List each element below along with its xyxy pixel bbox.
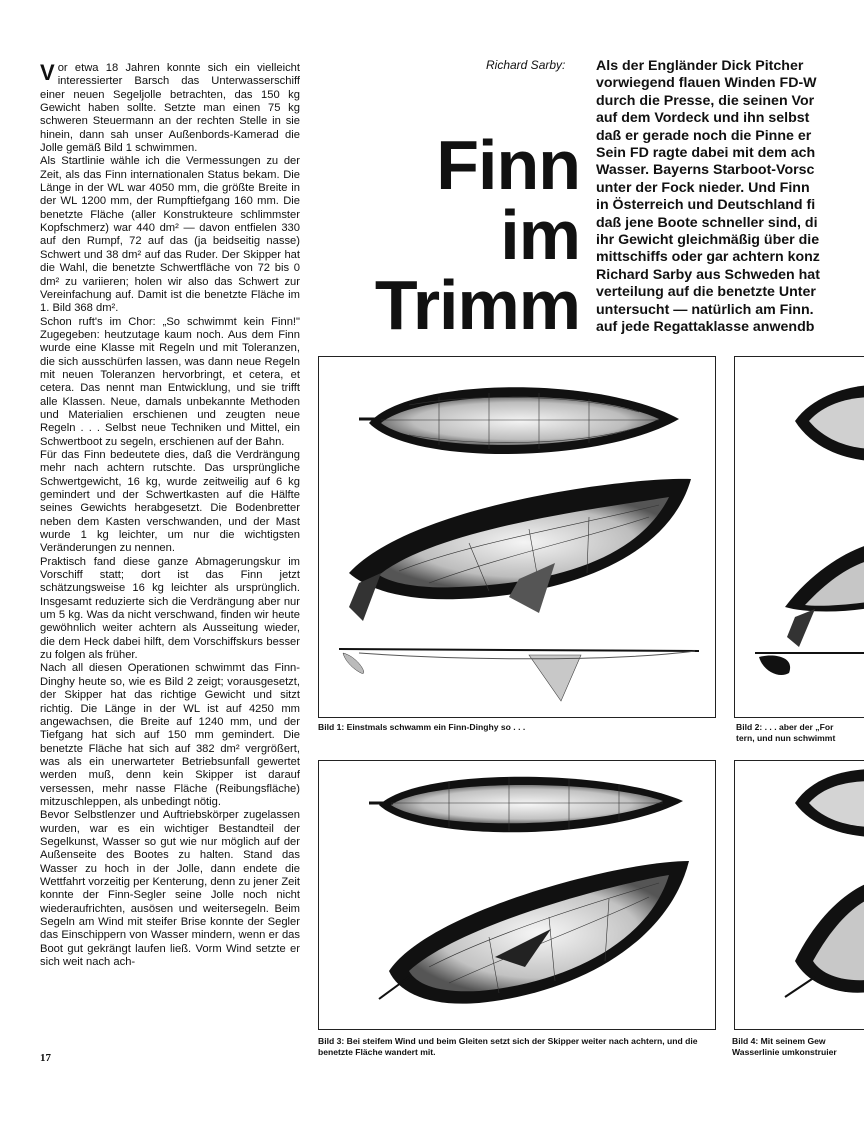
figure-4 — [734, 760, 864, 1030]
hull-illustration-3 — [319, 761, 715, 1029]
intro-line: verteilung auf die benetzte Unter — [596, 284, 816, 301]
intro-text — [596, 58, 864, 337]
title-line: Trimm — [374, 266, 580, 344]
intro-line: vorwiegend flauen Winden FD-W — [596, 75, 817, 92]
intro-line: Wasser. Bayerns Starboot-Vorsc — [596, 162, 815, 179]
intro-line: Richard Sarby aus Schweden hat — [596, 266, 820, 283]
article-body-column — [40, 62, 300, 969]
intro-line: untersucht — natürlich am Finn. — [596, 301, 814, 318]
caption-line: Wasserlinie umkonstruier — [732, 1046, 837, 1057]
caption-line: tern, und nun schwimmt — [736, 732, 836, 743]
first-paragraph — [40, 62, 300, 155]
intro-line: in Österreich und Deutschland fi — [596, 197, 816, 214]
hull-illustration-4 — [735, 761, 864, 1029]
hull-illustration-1 — [319, 357, 715, 717]
figure-1 — [318, 356, 716, 718]
author-byline: Richard Sarby: — [486, 58, 566, 72]
figure-2-caption — [736, 722, 864, 743]
intro-line: auf jede Regattaklasse anwendb — [596, 319, 815, 336]
figure-3-caption: Bild 3: Bei steifem Wind und beim Gleiten setzt sich der Skipper weiter nach achtern, und die benetzte Fläche wandert mit. — [318, 1036, 698, 1057]
title-line: im — [500, 196, 580, 274]
figure-4-caption — [732, 1036, 864, 1057]
figure-1-caption: Bild 1: Einstmals schwamm ein Finn-Dinghy so . . . — [318, 722, 526, 732]
title-line: Finn — [436, 126, 580, 204]
caption-line: Bild 4: Mit seinem Gew — [732, 1036, 826, 1046]
caption-line: Bild 2: . . . aber der „For — [736, 722, 834, 732]
hull-illustration-2 — [735, 357, 864, 717]
intro-line: mittschiffs oder gar achtern konz — [596, 249, 820, 266]
intro-line: daß er gerade noch die Pinne er — [596, 127, 812, 144]
body-paragraph: Nach all diesen Operationen schwimmt das Finn-Dinghy heute so, wie es Bild 2 zeigt; vorausgesetzt, der Skipper hat das richtige Gewicht und sitzt richtig. Die Länge in der WL ist auf 4250 mm angewachsen, die Breite auf 1240 mm, und der Tiefgang hat sich auf 150 mm gemindert. Die benetzte Fläche hat sich auf 382 dm² vergrößert, was als ein unerwarteter Betriebsunfall gewertet werden muß, denn kein Skipper ist darauf versessen, mehr nasse Fläche (Reibungsfläche) mitzuschleppen, als unbedingt nötig. — [40, 662, 300, 808]
intro-line: auf dem Vordeck und ihn selbst — [596, 110, 810, 127]
figure-2 — [734, 356, 864, 718]
body-paragraph: Praktisch fand diese ganze Abmagerungskur im Vorschiff statt; dort ist das Finn jetzt schätzungsweise 16 kg leichter als ursprünglich. Insgesamt reduzierte sich die Verdrängung aber nur um 5 kg. Was da nicht verschwand, finden wir heute gewöhnlich weiter achtern als Ausseitung wieder, die dem Heck dabei hilft, dem Vorschiffskurs besser zu folgen als früher. — [40, 555, 300, 662]
intro-line: Sein FD ragte dabei mit dem ach — [596, 145, 816, 162]
intro-line: daß jene Boote schneller sind, di — [596, 214, 818, 231]
intro-line: ihr Gewicht gleichmäßig über die — [596, 232, 820, 249]
article-title — [360, 126, 580, 344]
intro-line: durch die Presse, die seinen Vor — [596, 92, 815, 109]
page-number: 17 — [40, 1052, 51, 1064]
body-paragraph: Schon ruft's im Chor: „So schwimmt kein Finn!" Zugegeben: heutzutage kaum noch. Aus dem Finn wurde eine Klasse mit Regeln und mit Toleranzen, die sich ausschürfen lassen, was dann neue Regeln mit neuen Toleranzen hervorbringt, et cetera, et cetera. Das nennt man Entwicklung, und sie trifft alle Klassen. Neue, damals unbekannte Methoden und Materialien erschienen und zeugten neue Regeln . . . Selbst neue Techniken und Mittel, ein Schwertboot zu segeln, erschienen auf der Bahn. — [40, 315, 300, 448]
drop-cap: V — [40, 60, 55, 85]
first-paragraph-text: or etwa 18 Jahren konnte sich ein vielleicht interessierter Barsch das Unterwasserschiff einer neuen Segeljolle betrachten, das 150 kg Gewicht haben sollte. Setzte man einen 75 kg schweren Steuermann an der rechten Stelle in sie hinein, dann sah unser Außenbords-Kamerad die Jolle gemäß Bild 1 schwimmen. — [40, 62, 300, 155]
body-paragraph: Bevor Selbstlenzer und Auftriebskörper zugelassen wurden, war es ein wichtiger Bestandteil der Segelkunst, Wasser so gut wie nur möglich auf der Außenseite des Bootes zu halten. Stand das Wasser zu hoch in der Jolle, dann endete die Wettfahrt vorzeitig per Kenterung, denn zu jener Zeit konnte der Finn-Segler seine Jolle noch nicht wiederaufrichten, ausösen und weitersegeln. Beim Segeln am Wind mit steifer Brise konnte der Segler das Einschippern von Wasser mindern, wenn er das Boot gut gekrängt laufen ließ. Vorm Wind setzte er sich weit nach ach- — [40, 809, 300, 969]
body-paragraph: Für das Finn bedeutete dies, daß die Verdrängung mehr nach achtern rutschte. Das ursprüngliche Schwertgewicht, 16 kg, wurde zeitweilig auf 6 kg gemindert und der Schwertkasten auf die Hälfte seines Gewichts herabgesetzt. Die Bodenbretter neben dem Kasten verschwanden, und der Mast wurde 1 kg leichter, um nur die wichtigsten Veränderungen zu nennen. — [40, 448, 300, 555]
figure-3 — [318, 760, 716, 1030]
intro-line: Als der Engländer Dick Pitcher — [596, 58, 804, 74]
intro-line: unter der Fock nieder. Und Finn — [596, 179, 810, 196]
body-paragraph: Als Startlinie wähle ich die Vermessungen zu der Zeit, als das Finn internationalen Status bekam. Die Länge in der WL war 4050 mm, die größte Breite in der WL 1200 mm, der Rumpftiefgang 160 mm. Die benetzte Fläche (aller Konstrukteure schlimmster Kopfschmerz) war 440 dm² — davon entfielen 330 auf den Rumpf, 72 auf das (ja beidseitig nasse) Schwert und 38 dm² auf das Ruder. Der Skipper hat die Wahl, die benetzte Schwertfläche von 72 bis 0 dm² zu variieren; holen wir also das Schwert zur Vereinfachung auf. Damit ist die benetzte Fläche im 1. Bild 368 dm². — [40, 155, 300, 315]
